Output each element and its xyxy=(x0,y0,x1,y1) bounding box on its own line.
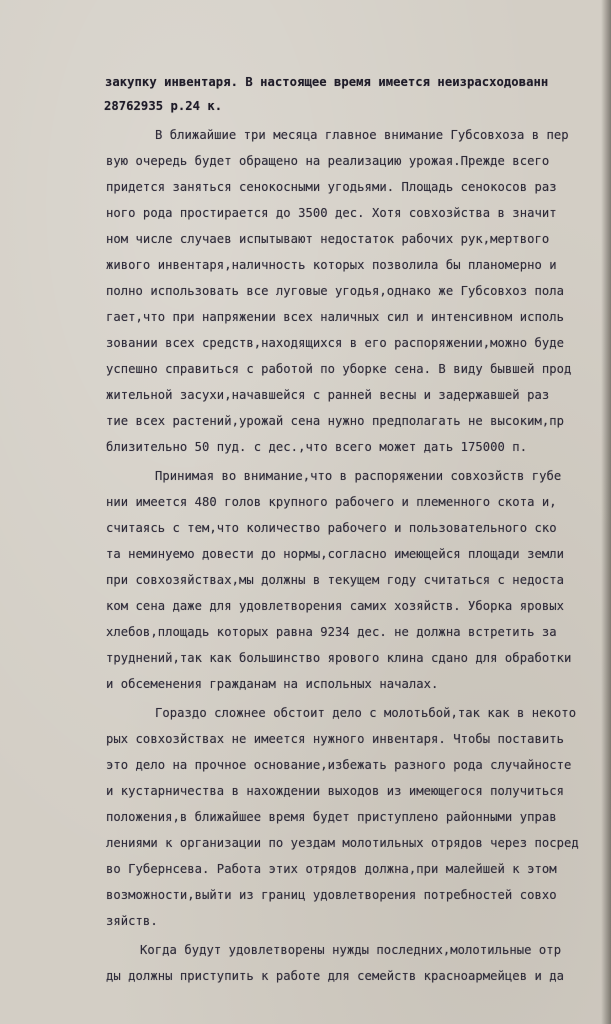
typewritten-text xyxy=(0,72,611,983)
text-line: при совхозяйствах,мы должны в текущем году считаться с недоста xyxy=(106,573,565,587)
text-line: зяйств. xyxy=(106,914,158,928)
text-line: гает,что при напряжении всех наличных сил и интенсивном исполь xyxy=(106,310,565,324)
text-line: живого инвентаря,наличность которых позволила бы планомерно и xyxy=(106,258,557,272)
text-line: и обсеменения гражданам на испольных началах. xyxy=(106,677,439,691)
text-line: во Губернсева. Работа этих отрядов должна,при малейшей к этом xyxy=(106,862,557,876)
text-line: и кустарничества в нахождении выходов из имеющегося получиться xyxy=(106,784,565,798)
text-line: тие всех растений,урожай сена нужно предполагать не высоким,пр xyxy=(106,414,565,428)
text-line: закупку инвентаря. В настоящее время имеется неизрасходованн xyxy=(105,75,549,89)
text-line: считаясь с тем,что количество рабочего и пользовательного ско xyxy=(106,521,557,535)
text-line: близительно 50 пуд. с дес.,что всего может дать 175000 п. xyxy=(106,440,528,454)
text-line: Когда будут удовлетворены нужды последних,молотильные отр xyxy=(140,943,562,957)
text-line: ды должны приступить к работе для семейств красноармейцев и да xyxy=(106,969,565,983)
text-line: В ближайшие три месяца главное внимание Губсовхоза в пер xyxy=(155,128,569,142)
text-line: полно использовать все луговые угодья,однако же Губсовхоз пола xyxy=(106,284,565,298)
text-line: нии имеется 480 голов крупного рабочего и племенного скота и, xyxy=(106,495,557,509)
text-line: зовании всех средств,находящихся в его распоряжении,можно буде xyxy=(106,336,565,350)
text-line: придется заняться сенокосными угодьями. Площадь сенокосов раз xyxy=(106,180,557,194)
text-line: ком сена даже для удовлетворения самих хозяйств. Уборка яровых xyxy=(106,599,565,613)
text-line: положения,в ближайшее время будет приступлено районными управ xyxy=(106,810,557,824)
text-line: хлебов,площадь которых равна 9234 дес. не должна встретить за xyxy=(106,625,557,639)
text-line: ном числе случаев испытывают недостаток рабочих рук,мертвого xyxy=(106,232,550,246)
page-edge-shadow xyxy=(601,0,611,1024)
text-line: жительной засухи,начавшейся с ранней весны и задержавшей раз xyxy=(106,388,550,402)
text-line: лениями к организации по уездам молотильных отрядов через посред xyxy=(106,836,579,850)
text-line: 28762935 р.24 к. xyxy=(104,99,223,113)
text-line: рых совхозйствах не имеется нужного инвентаря. Чтобы поставить xyxy=(106,732,565,746)
text-line: та неминуемо довести до нормы,согласно имеющейся площади земли xyxy=(106,547,565,561)
text-line: это дело на прочное основание,избежать разного рода случайносте xyxy=(106,758,572,772)
text-line: ного рода простирается до 3500 дес. Хотя совхозйства в значит xyxy=(106,206,557,220)
text-line: труднений,так как большинство ярового клина сдано для обработки xyxy=(106,651,572,665)
text-line: вую очередь будет обращено на реализацию урожая.Прежде всего xyxy=(106,154,550,168)
text-line: возможности,выйти из границ удовлетворения потребностей совхо xyxy=(106,888,557,902)
text-line: Гораздо сложнее обстоит дело с молотьбой,так как в некото xyxy=(155,706,577,720)
text-line: успешно справиться с работой по уборке сена. В виду бывшей прод xyxy=(106,362,572,376)
text-line: Принимая во внимание,что в распоряжении совхозйств губе xyxy=(155,469,562,483)
